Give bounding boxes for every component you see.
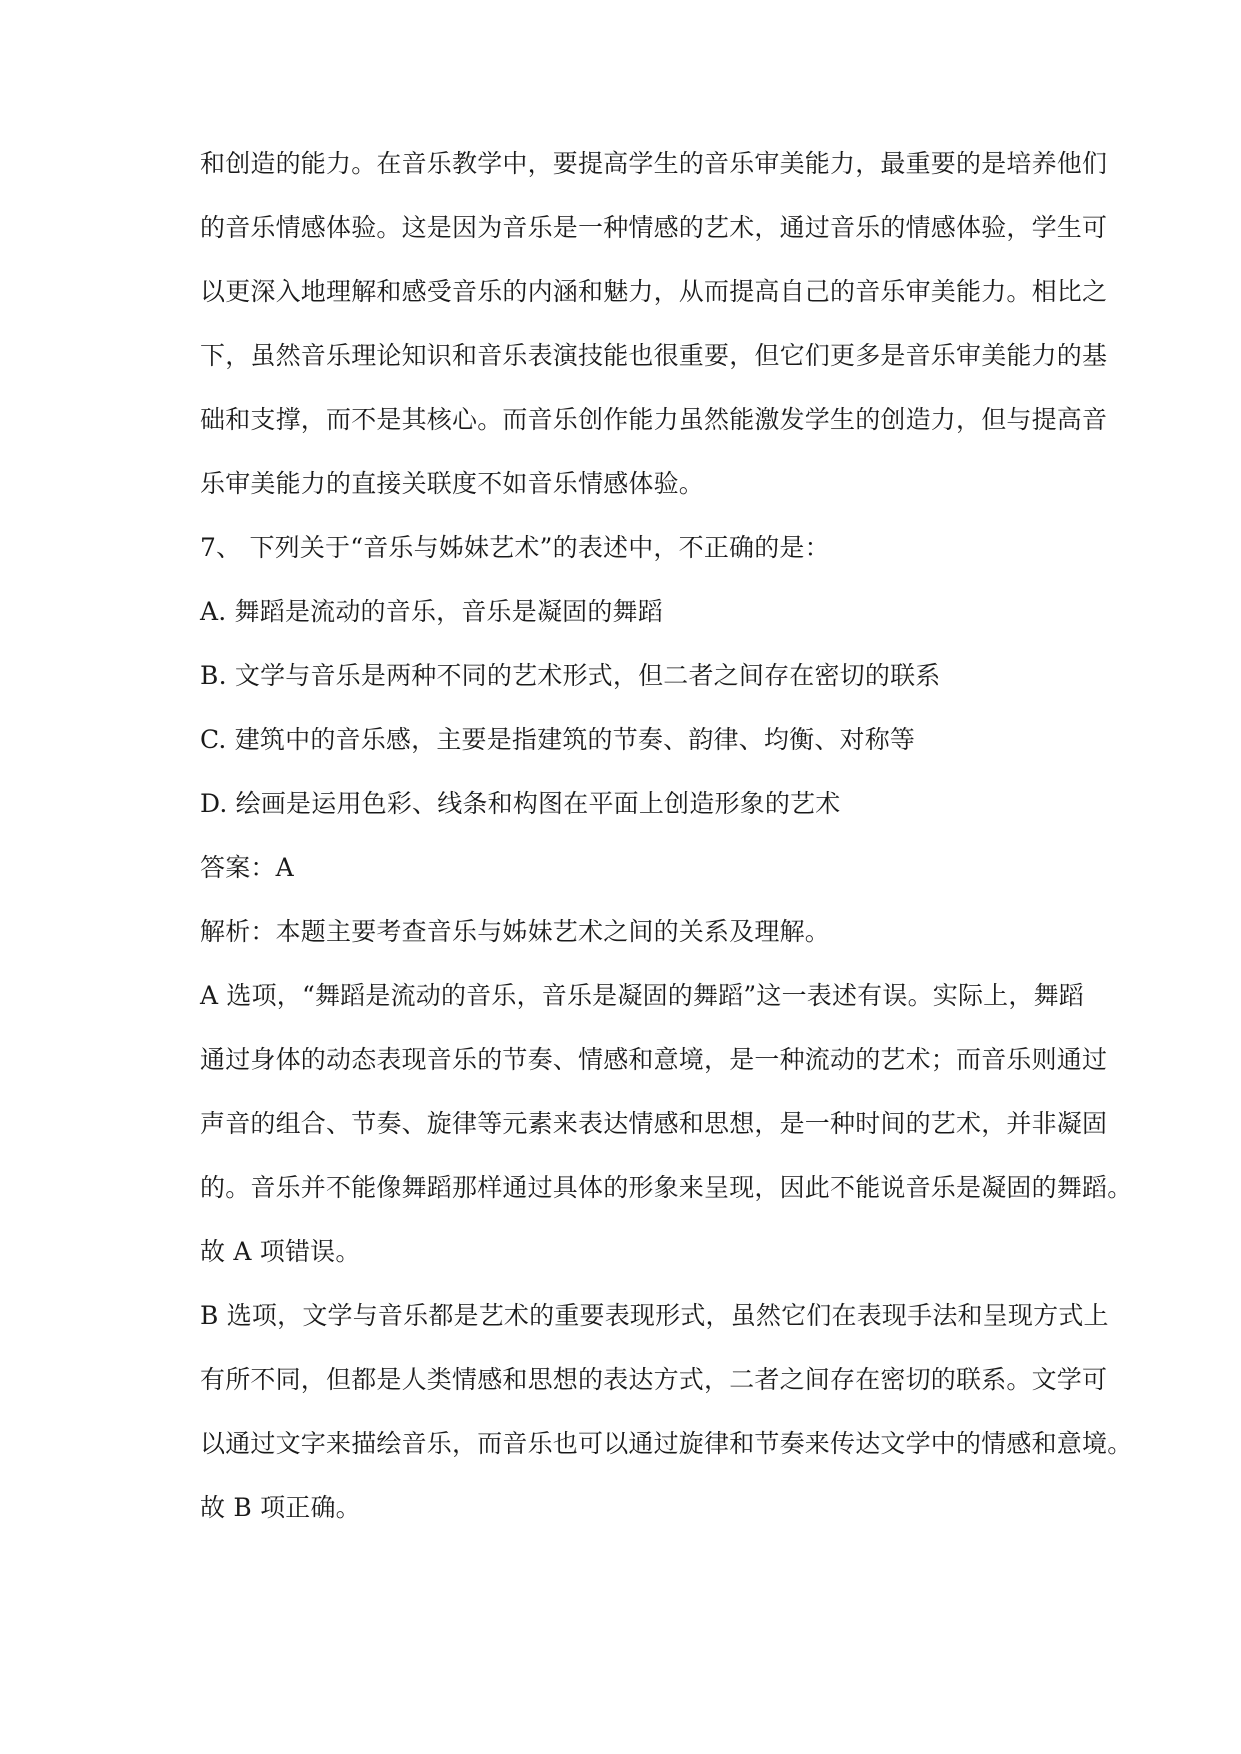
prev-explanation-line: 和创造的能力。在音乐教学中，要提高学生的音乐审美能力，最重要的是培养他们 <box>200 149 1108 178</box>
option-b: B. 文学与音乐是两种不同的艺术形式，但二者之间存在密切的联系 <box>200 661 941 690</box>
prev-explanation-line: 以更深入地理解和感受音乐的内涵和魅力，从而提高自己的音乐审美能力。相比之 <box>200 277 1108 306</box>
option-b-explanation-line: 故 B 项正确。 <box>200 1493 361 1522</box>
option-a-explanation-line: 的。音乐并不能像舞蹈那样通过具体的形象来呈现，因此不能说音乐是凝固的舞蹈。 <box>200 1173 1133 1202</box>
option-d: D. 绘画是运用色彩、线条和构图在平面上创造形象的艺术 <box>200 789 841 818</box>
prev-explanation-line: 础和支撑，而不是其核心。而音乐创作能力虽然能激发学生的创造力，但与提高音 <box>200 405 1108 434</box>
prev-explanation-line: 的音乐情感体验。这是因为音乐是一种情感的艺术，通过音乐的情感体验，学生可 <box>200 213 1108 242</box>
option-c: C. 建筑中的音乐感，主要是指建筑的节奏、韵律、均衡、对称等 <box>200 725 916 754</box>
option-a-explanation-line: 故 A 项错误。 <box>200 1237 361 1266</box>
option-a-explanation-line: A 选项，“舞蹈是流动的音乐，音乐是凝固的舞蹈”这一表述有误。实际上，舞蹈 <box>200 981 1084 1010</box>
option-a-explanation-line: 通过身体的动态表现音乐的节奏、情感和意境，是一种流动的艺术；而音乐则通过 <box>200 1045 1108 1074</box>
option-a-explanation-line: 声音的组合、节奏、旋律等元素来表达情感和思想，是一种时间的艺术，并非凝固 <box>200 1109 1108 1138</box>
prev-explanation-line: 下，虽然音乐理论知识和音乐表演技能也很重要，但它们更多是音乐审美能力的基 <box>200 341 1108 370</box>
option-b-explanation-line: B 选项，文学与音乐都是艺术的重要表现形式，虽然它们在表现手法和呈现方式上 <box>200 1301 1109 1330</box>
answer: 答案：A <box>200 853 294 882</box>
option-b-explanation-line: 有所不同，但都是人类情感和思想的表达方式，二者之间存在密切的联系。文学可 <box>200 1365 1108 1394</box>
prev-explanation-line: 乐审美能力的直接关联度不如音乐情感体验。 <box>200 469 705 498</box>
document-page <box>200 144 1133 1552</box>
option-a: A. 舞蹈是流动的音乐，音乐是凝固的舞蹈 <box>200 597 663 626</box>
analysis-intro: 解析：本题主要考查音乐与姊妹艺术之间的关系及理解。 <box>200 917 831 946</box>
option-b-explanation-line: 以通过文字来描绘音乐，而音乐也可以通过旋律和节奏来传达文学中的情感和意境。 <box>200 1429 1133 1458</box>
question-stem: 7、 下列关于“音乐与姊妹艺术”的表述中，不正确的是： <box>200 533 830 562</box>
